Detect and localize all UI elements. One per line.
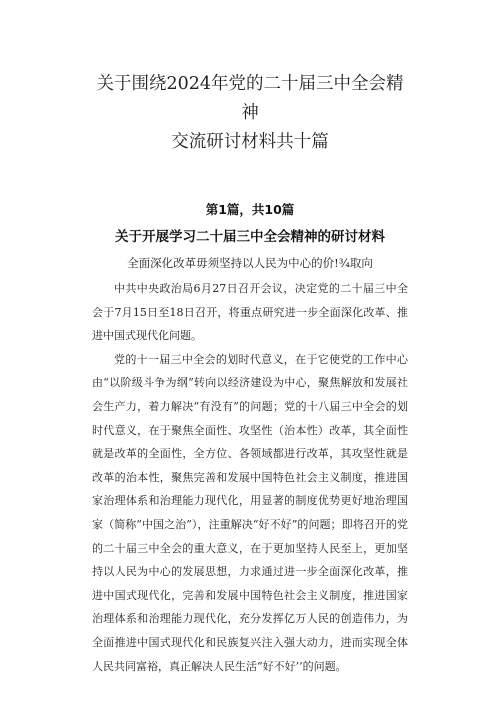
article-body (92, 277, 408, 678)
article-title: 关于开展学习二十届三中全会精神的研讨材料 (115, 229, 385, 245)
chapter-label: 第1篇，共10篇 (205, 202, 295, 217)
document-title-line-1: 关于围绕2024年党的二十届三中全会精神 (96, 74, 404, 123)
article-subtitle: 全面深化改革毋须坚持以人民为中心的价!¾取向 (127, 256, 373, 270)
document-title-line-2: 交流研讨材料共十篇 (171, 132, 329, 152)
document-title (92, 70, 408, 157)
body-paragraph-1: 中共中央政治局6月27日召开会议，决定党的二十届三中全会于7月15日至18日召开，将重点研究进一步全面深化改革、推进中国式现代化问题。 (92, 282, 408, 343)
body-paragraph-2: 党的十一届三中全会的划时代意义，在于它使党的工作中心由“以阶级斗争为纲”转向以经济建设为中心，聚焦解放和发展社会生产力，着力解决“有没有”的问题；党的十八届三中全会的划时代意义，在于聚焦全面性、攻坚性（治本性）改革，其全面性就是改革的全面性，全方位、各领域都进行改革，其攻坚性就是改革的治本性，聚焦完善和发展中国特色社会主义制度，推进国家治理体系和治理能力现代化，用显著的制度优势更好地治理国家（简称“中国之治”），注重解决“好不好”的问题；即将召开的党的二十届三中全会的重大意义，在于更加坚持人民至上，更加坚持以人民为中心的发展思想，力求通过进一步全面深化改革，推进中国式现代化，完善和发展中国特色社会主义制度，推进国家治理体系和治理能力现代化，充分发挥亿万人民的创造伟力，为全面推进中国式现代化和民族复兴注入强大动力，进而实现全体人民共同富裕，真正解决人民生活“好不好’’的问题。 (92, 352, 408, 673)
